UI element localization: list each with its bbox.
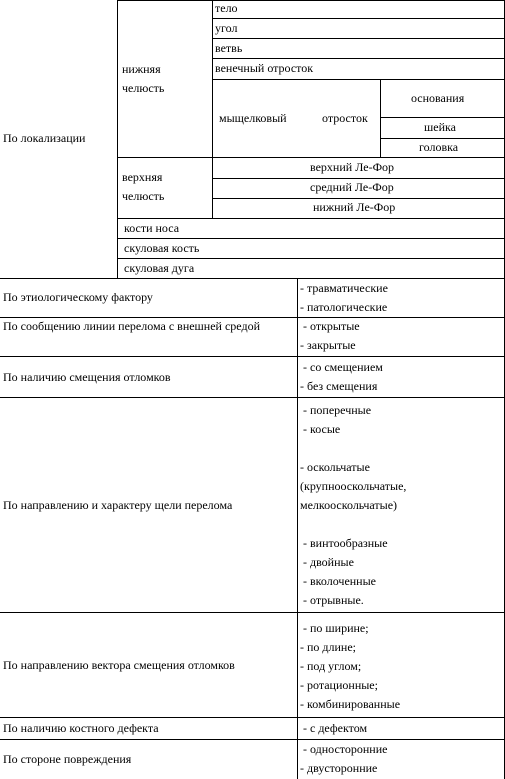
lower-jaw-part: венечный отросток (215, 61, 314, 75)
other-bone: кости носа (124, 221, 180, 235)
grid-line (0, 278, 505, 279)
condylar-label: мыщелковый (219, 111, 287, 125)
row-value: - под углом; (300, 659, 362, 673)
row-value: - закрытые (300, 338, 356, 352)
row-value: - открытые (300, 319, 360, 333)
lower-jaw-label: нижняя челюсть (122, 62, 165, 95)
row-value: - оскольчатые (300, 460, 370, 474)
row-value: - отрывные. (300, 593, 364, 607)
condylar-part: основания (411, 91, 465, 105)
row-value: - травматические (300, 281, 388, 295)
row-label: По наличию костного дефекта (3, 721, 159, 735)
row-label: По этиологическому фактору (3, 290, 153, 304)
row-value: - по длине; (300, 640, 357, 654)
row-label: По стороне повреждения (3, 752, 132, 766)
row-value: - с дефектом (300, 721, 368, 735)
row-value: (крупнооскольчатые, (300, 479, 407, 493)
row-label: По сообщению линии перелома с внешней средой (3, 319, 260, 333)
localization-label: По локализации (3, 131, 86, 145)
condylar-label: отросток (322, 111, 368, 125)
condylar-part: головка (419, 140, 459, 154)
upper-jaw-label: верхняя челюсть (122, 170, 165, 203)
row-value: - вколоченные (300, 574, 376, 588)
grid-line (297, 278, 298, 779)
row-value: мелкооскольчатые) (300, 498, 398, 512)
grid-line (380, 79, 381, 158)
row-label: По направлению вектора смещения отломков (3, 658, 235, 672)
grid-line (0, 397, 505, 398)
grid-line (212, 38, 505, 39)
grid-line (212, 79, 505, 80)
row-value: - комбинированные (300, 697, 401, 711)
row-value: - поперечные (300, 403, 372, 417)
row-value: - по ширине; (300, 621, 369, 635)
lower-jaw-part: угол (215, 21, 238, 35)
grid-line (0, 356, 505, 357)
row-value: - косые (300, 422, 341, 436)
row-value: - без смещения (300, 379, 378, 393)
row-value: - патологические (300, 300, 388, 314)
row-value: - ротационные; (300, 678, 378, 692)
grid-line (0, 717, 505, 718)
other-bone: скуловая дуга (124, 261, 195, 275)
lower-jaw-part: ветвь (215, 41, 243, 55)
row-value: - со смещением (300, 360, 383, 374)
grid-line (212, 18, 505, 19)
row-value: - двусторонние (300, 761, 378, 775)
row-value: - винтообразные (300, 536, 388, 550)
upper-jaw-part: средний Ле-Фор (310, 180, 394, 194)
upper-jaw-part: нижний Ле-Фор (313, 200, 396, 214)
row-value: - двойные (300, 555, 354, 569)
grid-line (0, 739, 505, 740)
row-value: - односторонние (300, 742, 388, 756)
row-label: По наличию смещения отломков (3, 370, 171, 384)
condylar-part: шейка (424, 120, 456, 134)
lower-jaw-part: тело (215, 1, 238, 15)
grid-line (117, 0, 118, 279)
grid-line (0, 612, 505, 613)
grid-line (212, 0, 213, 219)
grid-line (117, 0, 505, 1)
other-bone: скуловая кость (124, 241, 200, 255)
upper-jaw-part: верхний Ле-Фор (310, 160, 395, 174)
row-label: По направлению и характеру щели перелома (3, 498, 233, 512)
